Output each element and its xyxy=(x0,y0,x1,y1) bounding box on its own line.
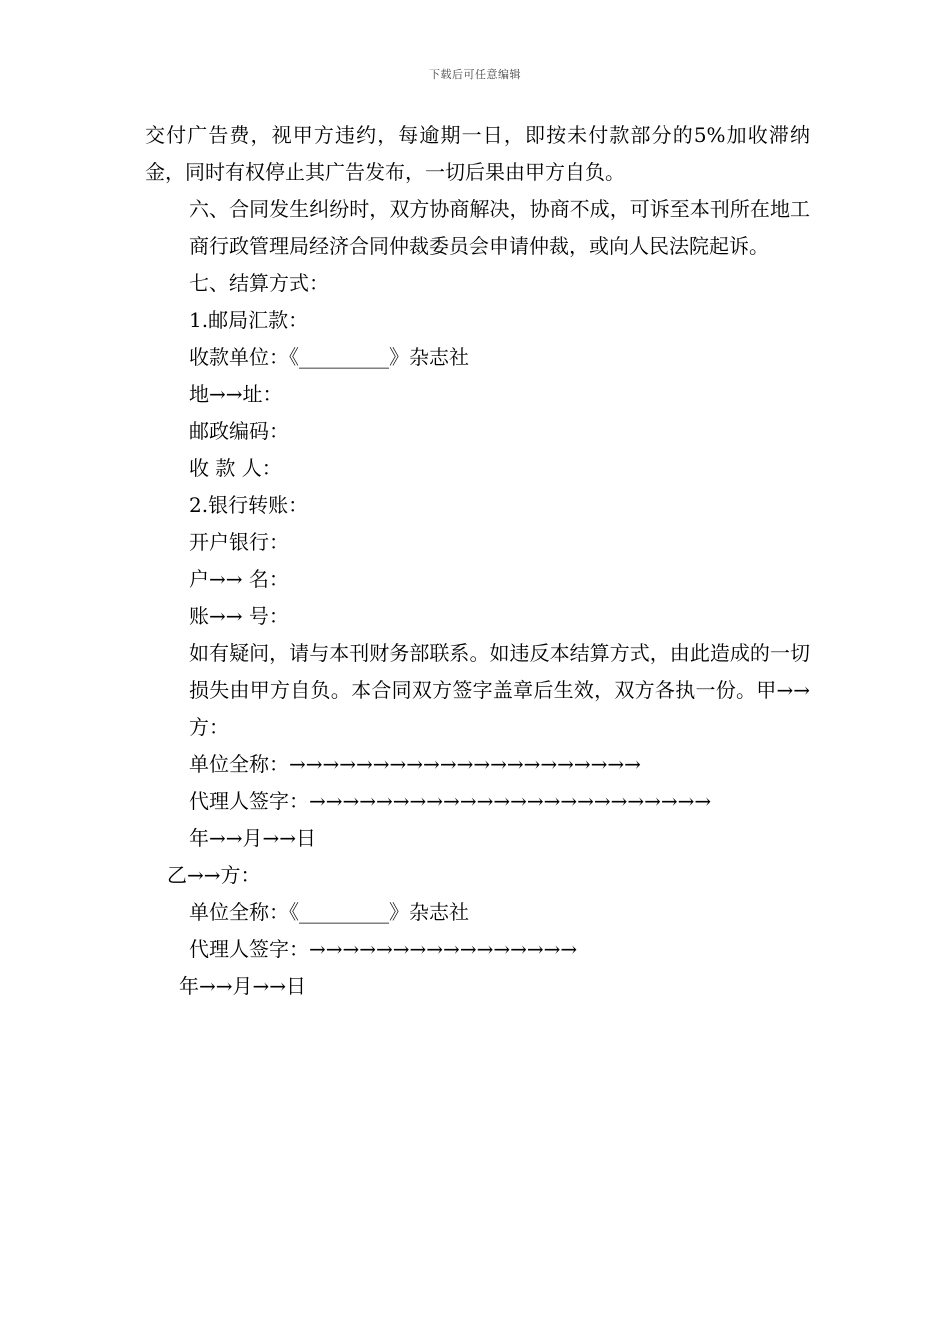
party-a-agent-text: 代理人签字：→→→→→→→→→→→→→→→→→→→→→→→→ xyxy=(189,789,712,813)
paragraph-party-b: 乙→→方： xyxy=(167,863,261,887)
paragraph-payee: 收 款 人： xyxy=(189,456,282,480)
paragraph-party-b-date: 年→→月→→日 xyxy=(179,974,307,998)
paragraph-postal-remittance: 1.邮局汇款： xyxy=(189,308,309,332)
paragraph-party-b-agent: 代理人签字：→→→→→→→→→→→→→→→→ xyxy=(189,937,578,961)
paragraph-payee-unit: 收款单位：《_________》杂志社 xyxy=(189,345,469,369)
paragraph-address: 地→→址： xyxy=(189,382,283,406)
paragraph-dispute: 六、合同发生纠纷时，双方协商解决，协商不成，可诉至本刊所在地工商行政管理局经济合同仲裁委员会申请仲裁，或向人民法院起诉。 xyxy=(189,197,810,258)
page-header: 下载后可任意编辑 xyxy=(429,68,521,81)
paragraph-postcode: 邮政编码： xyxy=(189,419,289,443)
paragraph-bank-transfer: 2.银行转账： xyxy=(189,493,309,517)
paragraph-bank: 开户银行： xyxy=(189,530,289,554)
paragraph-party-a-unit xyxy=(145,746,810,783)
paragraph-settlement-heading: 七、结算方式： xyxy=(189,271,329,295)
paragraph-party-a-agent xyxy=(145,783,810,820)
paragraph-late-fee: 交付广告费，视甲方违约，每逾期一日，即按未付款部分的5%加收滞纳金，同时有权停止其广告发布，一切后果由甲方自负。 xyxy=(145,123,810,184)
document-body xyxy=(145,117,810,1005)
paragraph-account-number: 账→→ 号： xyxy=(189,604,289,628)
party-a-unit-text: 单位全称：→→→→→→→→→→→→→→→→→→→→→ xyxy=(189,752,641,776)
paragraph-inquiry: 如有疑问，请与本刊财务部联系。如违反本结算方式，由此造成的一切损失由甲方自负。本合同双方签字盖章后生效，双方各执一份。甲→→方： xyxy=(189,641,810,739)
paragraph-account-name: 户→→ 名： xyxy=(189,567,289,591)
paragraph-party-a-date: 年→→月→→日 xyxy=(189,826,317,850)
paragraph-party-b-unit: 单位全称：《_________》杂志社 xyxy=(189,900,469,924)
